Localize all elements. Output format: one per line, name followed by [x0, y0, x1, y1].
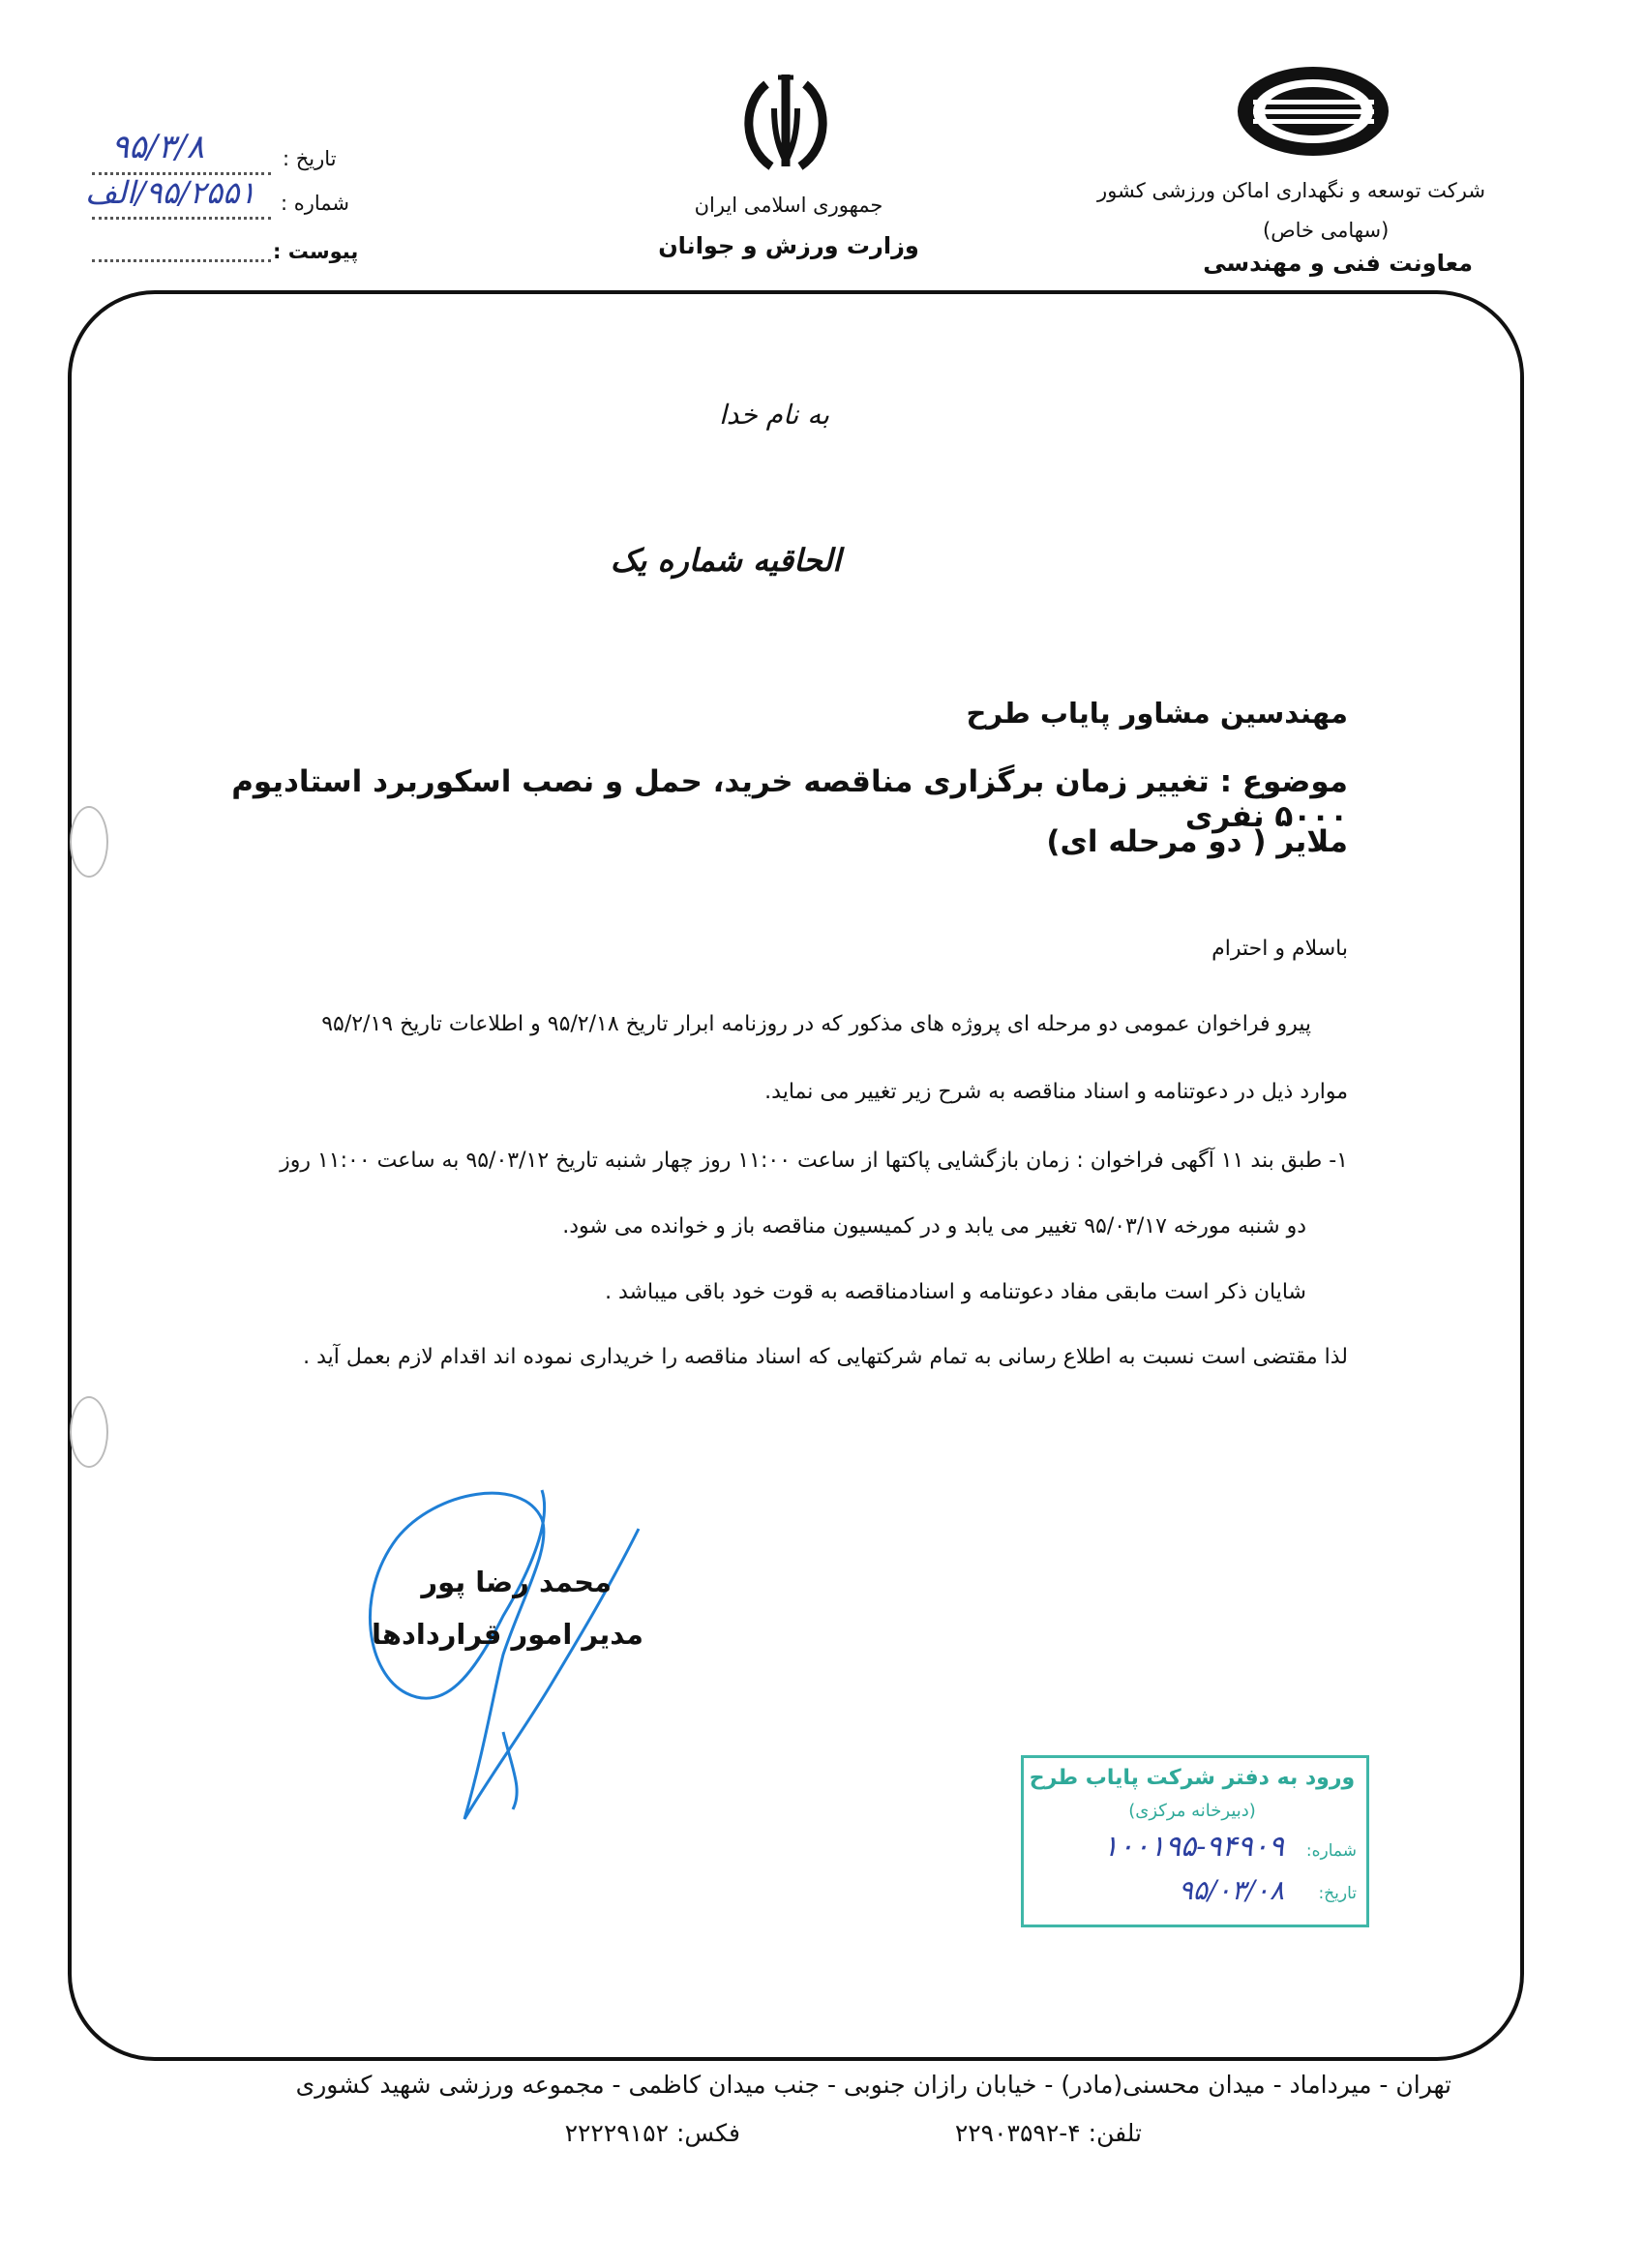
attachment-line: [92, 259, 271, 262]
department-name: معاونت فنی و مهندسی: [1203, 250, 1473, 277]
date-value: ۹۵/۳/۸: [111, 128, 204, 166]
company-type: (سهامی خاص): [1263, 219, 1390, 242]
company-logo: [1234, 63, 1393, 160]
signer-name: محمد رضا پور: [421, 1566, 612, 1598]
receipt-stamp: [1021, 1755, 1369, 1927]
stamp-number-label: شماره:: [1305, 1841, 1357, 1861]
republic-name: جمهوری اسلامی ایران: [694, 194, 883, 217]
subject-line-1: موضوع : تغییر زمان برگزاری مناقصه خرید، حمل و نصب اسکوربرد استادیوم ۵۰۰۰ نفری: [231, 764, 1348, 834]
item-1-line-2: دو شنبه مورخه ۹۵/۰۳/۱۷ تغییر می یابد و در کمیسیون مناقصه باز و خوانده می شود.: [562, 1214, 1306, 1238]
punch-hole-top: [70, 806, 108, 878]
iran-emblem: [737, 70, 834, 176]
paragraph-1-line-1: پیرو فراخوان عمومی دو مرحله ای پروژه های مذکور که در روزنامه ابرار تاریخ ۹۵/۲/۱۸ و اطلاعات تاریخ ۹۵/۲/۱۹: [321, 1012, 1311, 1036]
stamp-date-label: تاریخ:: [1318, 1884, 1357, 1903]
subject-line-2: ملایر ( دو مرحله ای): [1046, 824, 1348, 859]
number-value: ۹۵/۲۵۵۱/الف: [85, 174, 256, 211]
stamp-line-2: (دبیرخانه مرکزی): [1128, 1801, 1256, 1821]
date-label: تاریخ :: [283, 147, 337, 170]
handwritten-signature: [358, 1480, 668, 1838]
document-title: الحاقیه شماره یک: [610, 542, 842, 579]
stamp-date-value: ۹۵/۰۳/۰۸: [1178, 1874, 1284, 1906]
number-label: شماره :: [281, 192, 350, 215]
closing-sentence: لذا مقتضی است نسبت به اطلاع رسانی به تمام شرکتهایی که اسناد مناقصه را خریداری نموده اند اقدام لازم بعمل آید .: [303, 1345, 1348, 1369]
punch-hole-bottom: [70, 1396, 108, 1468]
stamp-line-1: ورود به دفتر شرکت پایاب طرح: [1029, 1766, 1356, 1790]
stamp-number-value: ۱۰۰۱۹۵-۹۴۹۰۹: [1102, 1830, 1284, 1864]
signer-position: مدیر امور قراردادها: [372, 1618, 643, 1651]
attachment-label: پیوست :: [273, 240, 359, 263]
number-line: [92, 217, 271, 220]
paragraph-1-line-2: موارد ذیل در دعوتنامه و اسناد مناقصه به شرح زیر تغییر می نماید.: [764, 1080, 1348, 1104]
recipient: مهندسین مشاور پایاب طرح: [966, 697, 1348, 730]
ministry-name: وزارت ورزش و جوانان: [658, 232, 919, 259]
footer-phone: تلفن: ۴-۲۲۹۰۳۵۹۲: [954, 2119, 1142, 2147]
greeting: باسلام و احترام: [1211, 937, 1348, 961]
item-1-line-1: ۱- طبق بند ۱۱ آگهی فراخوان : زمان بازگشایی پاکتها از ساعت ۱۱:۰۰ روز چهار شنبه تاریخ ۹۵/۰۳/۱۲ به ساعت ۱۱:۰۰ روز: [280, 1149, 1348, 1173]
footer-address: تهران - میرداماد - میدان محسنی(مادر) - خیابان رازان جنوبی - جنب میدان کاظمی - مجموعه ورزشی شهید کشوری: [295, 2071, 1451, 2099]
footer-fax: فکس: ۲۲۲۲۹۱۵۲: [564, 2119, 740, 2147]
company-name: شرکت توسعه و نگهداری اماکن ورزشی کشور: [1097, 179, 1485, 202]
invocation: به نام خدا: [718, 399, 830, 431]
note: شایان ذکر است مابقی مفاد دعوتنامه و اسنادمناقصه به قوت خود باقی میباشد .: [605, 1280, 1306, 1304]
